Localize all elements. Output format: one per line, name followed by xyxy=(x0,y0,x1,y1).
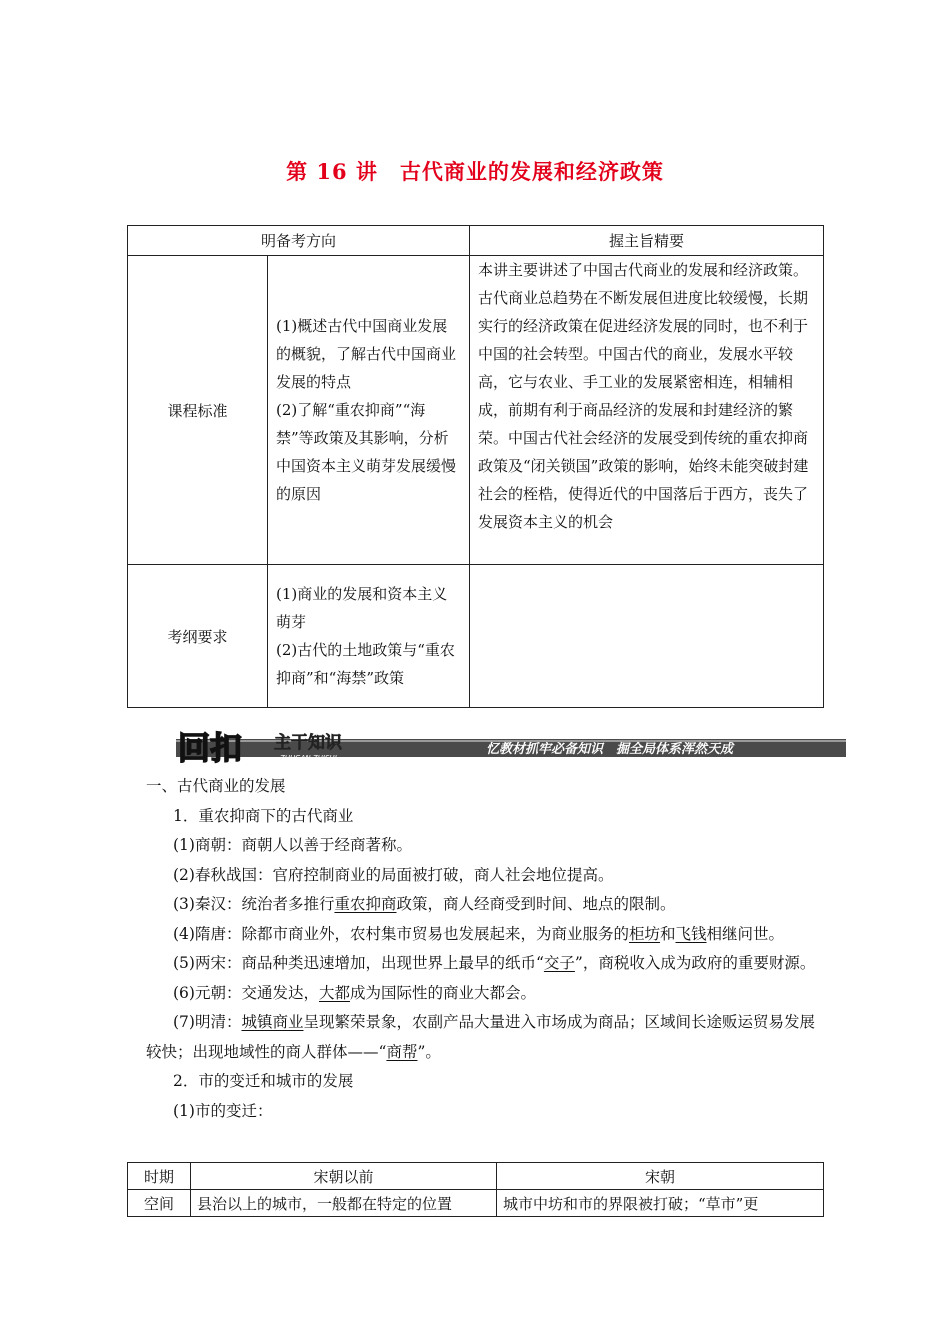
table-cell: 城市中坊和市的界限被打破；“草市”更 xyxy=(497,1190,824,1217)
keyword: 重农抑商 xyxy=(334,895,397,913)
banner-main-text: 回扣 xyxy=(178,730,243,765)
banner-sub-text: 主干知识 xyxy=(274,733,342,753)
row1-item: (2)了解“重农抑商”“海禁”等政策及其影响，分析中国资本主义萌芽发展缓慢的原因 xyxy=(276,401,457,503)
section-banner xyxy=(176,729,846,765)
row2-empty xyxy=(470,565,824,708)
table-header: 时期 xyxy=(128,1163,191,1190)
table-header: 宋朝 xyxy=(497,1163,824,1190)
table-row xyxy=(128,1163,824,1190)
overview-table xyxy=(127,225,824,708)
keyword: 大都 xyxy=(318,983,350,1002)
row1-content xyxy=(268,256,470,565)
main-content xyxy=(146,772,826,1126)
row1-summary: 本讲主要讲述了中国古代商业的发展和经济政策。古代商业总趋势在不断发展但进度比较缓慢，长期实行的经济政策在促进经济发展的同时，也不利于中国的社会转型。中国古代的商业，发展水平较高，它与农业、手工业的发展紧密相连，相辅相成，前期有利于商品经济的发展和封建经济的繁荣。中国古代社会经济的发展受到传统的重农抑商政策及“闭关锁国”政策的影响，始终未能突破封建社会的桎梏，使得近代的中国落后于西方，丧失了发展资本主义的机会 xyxy=(470,256,824,565)
keyword: 交子 xyxy=(543,954,575,972)
keyword: 商帮 xyxy=(386,1042,418,1061)
keyword: 城镇商业 xyxy=(241,1013,304,1031)
list-item: (6)元朝：交通发达，大都成为国际性的商业大都会。 xyxy=(173,983,536,1002)
list-item: (7)明清：城镇商业呈现繁荣景象，农副产品大量进入市场成为商品；区域间长途贩运贸易发展较快；出现地域性的商人群体——“商帮”。 xyxy=(146,1013,815,1061)
row2-label: 考纲要求 xyxy=(128,565,268,708)
row2-content xyxy=(268,565,470,708)
subsection-heading: 1．重农抑商下的古代商业 xyxy=(173,806,354,825)
section-heading: 一、古代商业的发展 xyxy=(146,777,286,795)
row2-item: (2)古代的土地政策与“重农抑商”和“海禁”政策 xyxy=(276,641,455,687)
list-item: (2)春秋战国：官府控制商业的局面被打破，商人社会地位提高。 xyxy=(173,865,614,884)
table-row xyxy=(128,1190,824,1217)
subsection-heading: 2．市的变迁和城市的发展 xyxy=(173,1072,354,1090)
header-left: 明备考方向 xyxy=(128,226,470,256)
lecture-title: 古代商业的发展和经济政策 xyxy=(399,159,664,184)
list-item: (1)商朝：商朝人以善于经商著称。 xyxy=(173,836,412,854)
keyword: 飞钱 xyxy=(675,924,707,943)
row1-item: (1)概述古代中国商业发展的概貌，了解古代中国商业发展的特点 xyxy=(276,317,457,391)
table-cell: 空间 xyxy=(128,1190,191,1217)
banner-pinyin: ZHUGAN ZHISHI xyxy=(280,754,337,762)
keyword: 柜坊 xyxy=(628,924,660,943)
list-item: (3)秦汉：统治者多推行重农抑商政策，商人经商受到时间、地点的限制。 xyxy=(173,895,676,913)
list-item: (5)两宋：商品种类迅速增加，出现世界上最早的纸币“交子”，商税收入成为政府的重要财源。 xyxy=(173,954,816,972)
banner-slogan: 忆教材抓牢必备知识 掘全局体系浑然天成 xyxy=(486,742,734,757)
list-item: (4)隋唐：除都市商业外，农村集市贸易也发展起来，为商业服务的柜坊和飞钱相继问世。 xyxy=(173,924,785,943)
row1-label: 课程标准 xyxy=(128,256,268,565)
row2-item: (1)商业的发展和资本主义萌芽 xyxy=(276,585,448,631)
header-right: 握主旨精要 xyxy=(470,226,824,256)
page-title xyxy=(0,156,950,186)
table-header: 宋朝以前 xyxy=(191,1163,497,1190)
market-table xyxy=(127,1162,824,1217)
list-item: (1)市的变迁： xyxy=(173,1101,273,1120)
table-cell: 县治以上的城市，一般都在特定的位置 xyxy=(191,1190,497,1217)
lecture-number: 第 16 讲 xyxy=(286,159,378,184)
